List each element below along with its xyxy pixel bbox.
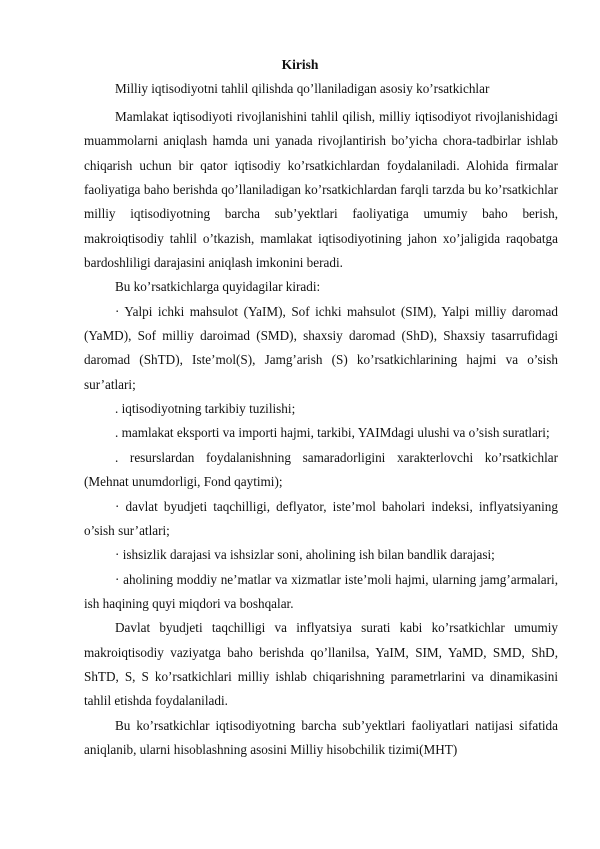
paragraph-national-accounts: Bu ko’rsatkichlar iqtisodiyotning barcha sub’yektlari faoliyatlari natijasi sifatida aniqlanib, ularni hisoblashning asosini Milliy hisobchilik tizimi(MHT) bbox=[84, 717, 558, 757]
paragraph-list-intro: Bu ko’rsatkichlarga quyidagilar kiradi: bbox=[115, 279, 321, 295]
list-item-indicators: · Yalpi ichki mahsulot (YaIM), Sof ichki mahsulot (SIM), Yalpi milliy daromad (YaMD), Sof milliy daroimad (SMD), shaxsiy daromad (ShD), Shaxsiy tasarrufidagi daromad (ShTD), Iste’mol(S), Jamg’arish (S) ko’rsatkichlarining hajmi va o’sish sur’atlari; bbox=[84, 303, 558, 392]
list-item-budget-inflation: · davlat byudjeti taqchilligi, deflyator, iste’mol baholari indeksi, inflyatsiyaning o’sish sur’atlari; bbox=[84, 498, 558, 538]
page-subtitle: Milliy iqtisodiyotni tahlil qilishda qo’llaniladigan asosiy ko’rsatkichlar bbox=[115, 81, 490, 96]
document-body bbox=[84, 105, 558, 762]
page-title: Kirish bbox=[281, 57, 319, 72]
list-item-resources: . resurslardan foydalanishning samaradorligini xarakterlovchi ko’rsatkichlar (Mehnat unumdorligi, Fond qaytimi); bbox=[84, 449, 558, 490]
list-item-export-import: . mamlakat eksporti va importi hajmi, tarkibi, YAIMdagi ulushi va o’sish suratlari; bbox=[115, 425, 550, 441]
paragraph-intro: Mamlakat iqtisodiyoti rivojlanishini tahlil qilish, milliy iqtisodiyot rivojlanishidagi muammolarni aniqlash hamda uni yanada rivojlantirish bo’yicha chora-tadbirlar ishlab chiqarish uchun bir qator iqtisodiy ko’rsatkichlardan foydalaniladi. Alohida firmalar faoliyatiga baho berishda qo’llaniladigan ko’rsatkichlardan farqli tarzda bu ko’rsatkichlar milliy iqtisodiyotning barcha sub’yektlari faoliyatiga umumiy baho berish, makroiqtisodiy tahlil o’tkazish, mamlakat iqtisodiyotining jahon xo’jaligida raqobatga bardoshliligi darajasini aniqlash imkonini beradi. bbox=[84, 109, 558, 271]
list-item-structure: . iqtisodiyotning tarkibiy tuzilishi; bbox=[115, 401, 296, 417]
paragraph-analysis: Davlat byudjeti taqchilligi va inflyatsiya surati kabi ko’rsatkichlar umumiy makroiqtisodiy vaziyatga baho berishda qo’llanilsa, YaIM, SIM, YaMD, SMD, ShD, ShTD, S, S ko’rsatkichlari milliy ishlab chiqarishning parametrlarini va dinamikasini tahlil etishda foydalaniladi. bbox=[84, 620, 558, 709]
list-item-unemployment: · ishsizlik darajasi va ishsizlar soni, aholining ish bilan bandlik darajasi; bbox=[115, 547, 495, 563]
list-item-consumption: · aholining moddiy ne’matlar va xizmatlar iste’moli hajmi, ularning jamg’armalari, ish haqining quyi miqdori va boshqalar. bbox=[84, 571, 558, 611]
